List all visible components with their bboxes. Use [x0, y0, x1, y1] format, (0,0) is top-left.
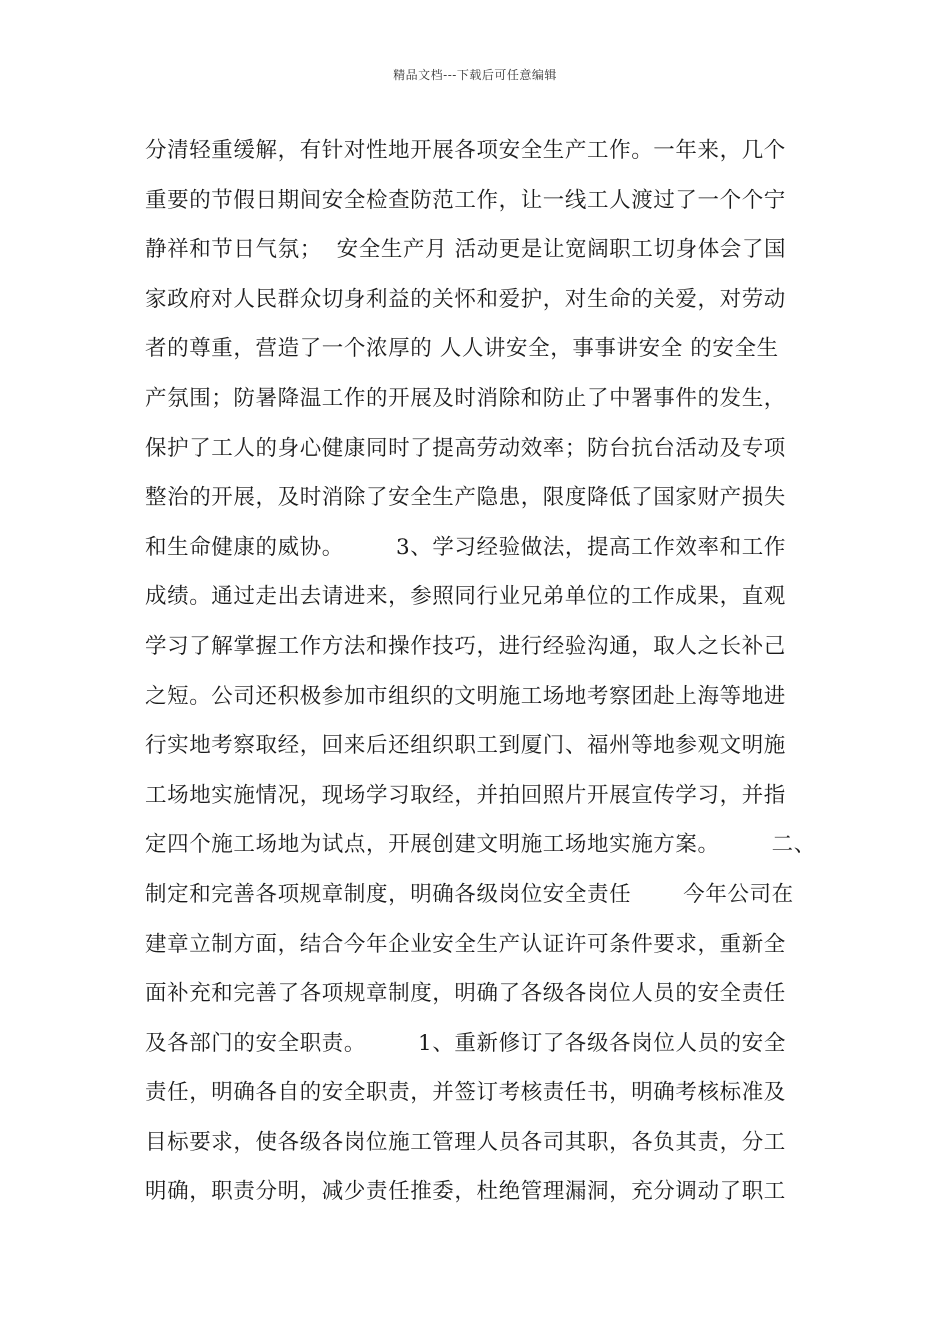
text-line: 行实地考察取经，回来后还组织职工到厦门、福州等地参观文明施 — [145, 733, 786, 759]
text-line: 静祥和节日气氛； 安全生产月 活动更是让宽阔职工切身体会了国 — [145, 237, 787, 263]
text-line: 家政府对人民群众切身利益的关怀和爱护，对生命的关爱，对劳动 — [145, 286, 786, 312]
text-line: 及各部门的安全职责。 1、重新修订了各级各岗位人员的安全 — [145, 1030, 786, 1056]
text-line: 责任，明确各自的安全职责，并签订考核责任书，明确考核标准及 — [145, 1080, 786, 1106]
text-line: 整治的开展，及时消除了安全生产隐患，限度降低了国家财产损失 — [145, 485, 786, 511]
text-line: 明确，职责分明，减少责任推委，杜绝管理漏洞，充分调动了职工 — [145, 1179, 786, 1205]
text-line: 产氛围；防暑降温工作的开展及时消除和防止了中署事件的发生， — [145, 385, 786, 411]
text-line: 分清轻重缓解，有针对性地开展各项安全生产工作。一年来，几个 — [145, 138, 786, 163]
text-line: 面补充和完善了各项规章制度，明确了各级各岗位人员的安全责任 — [145, 981, 786, 1007]
text-line: 和生命健康的威协。 3、学习经验做法，提高工作效率和工作 — [145, 534, 786, 560]
text-line: 工场地实施情况，现场学习取经，并拍回照片开展宣传学习，并指 — [145, 782, 786, 808]
text-line: 定四个施工场地为试点，开展创建文明施工场地实施方案。 二、 — [145, 832, 816, 858]
page-header: 精品文档---下载后可任意编辑 — [393, 68, 557, 82]
document-body — [145, 131, 825, 1222]
text-line: 建章立制方面，结合今年企业安全生产认证许可条件要求，重新全 — [145, 931, 786, 957]
text-line: 保护了工人的身心健康同时了提高劳动效率；防台抗台活动及专项 — [145, 435, 786, 461]
text-line: 之短。公司还积极参加市组织的文明施工场地考察团赴上海等地进 — [145, 683, 786, 709]
text-line: 制定和完善各项规章制度，明确各级岗位安全责任 今年公司在 — [145, 881, 794, 907]
text-line: 学习了解掌握工作方法和操作技巧，进行经验沟通，取人之长补己 — [145, 633, 786, 659]
text-line: 者的尊重，营造了一个浓厚的 人人讲安全，事事讲安全 的安全生 — [145, 336, 779, 362]
text-line: 成绩。通过走出去请进来，参照同行业兄弟单位的工作成果，直观 — [145, 584, 786, 610]
text-line: 目标要求，使各级各岗位施工管理人员各司其职，各负其责，分工 — [145, 1129, 786, 1155]
text-line: 重要的节假日期间安全检查防范工作，让一线工人渡过了一个个宁 — [145, 187, 786, 213]
